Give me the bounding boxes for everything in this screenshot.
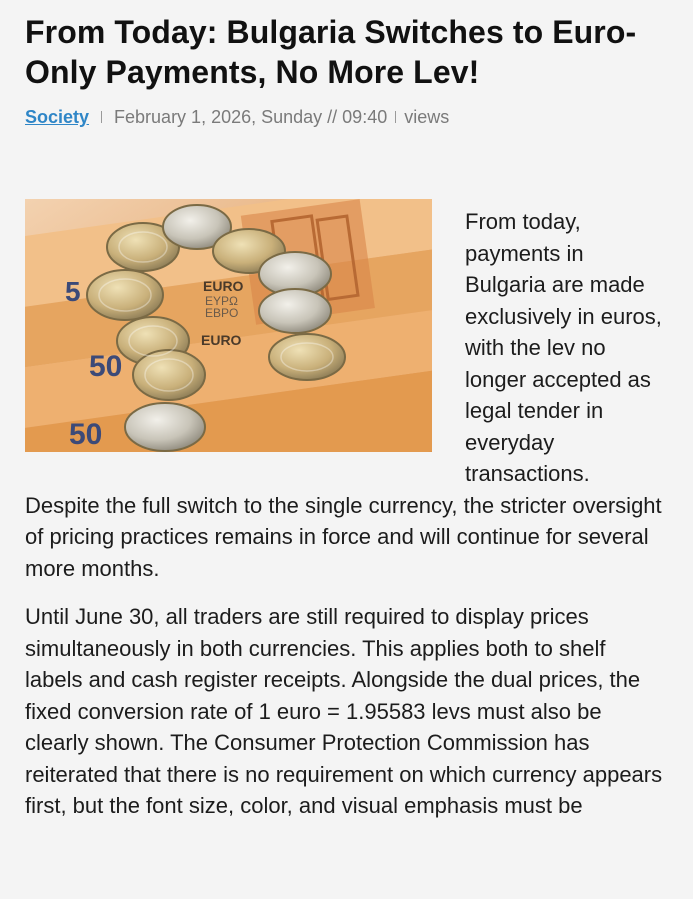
banknote-text: EYPΩ [205, 294, 238, 308]
meta-divider [395, 111, 396, 123]
banknote-text: EBPO [205, 306, 239, 320]
banknote-label: 50 [69, 418, 103, 451]
category-link[interactable]: Society [25, 107, 90, 127]
banknote-text: EURO [203, 278, 244, 294]
views-label: views [404, 107, 450, 127]
article-paragraph: From today, payments in Bulgaria are made exclusively in euros, with the lev no longer accepted as legal tender in everyday transactions. Despite the full switch to the single currency, the stricter oversight of pricing practices remains in force and will continue for several more months. [25, 209, 662, 581]
article-meta [25, 106, 668, 128]
banknote-label: 5 [65, 276, 81, 307]
euro-money-photo [25, 199, 432, 452]
article-body [25, 206, 668, 822]
publish-date: February 1, 2026, Sunday // 09:40 [114, 107, 388, 127]
meta-divider [101, 111, 102, 123]
banknote-label: 50 [89, 350, 123, 383]
article-title: From Today: Bulgaria Switches to Euro-Only Payments, No More Lev! [25, 14, 637, 90]
banknote-text: EURO [201, 332, 242, 348]
article-paragraph: Until June 30, all traders are still required to display prices simultaneously in both currencies. This applies both to shelf labels and cash register receipts. Alongside the dual prices, the fixed conversion rate of 1 euro = 1.95583 levs must also be clearly shown. The Consumer Protection Commission has reiterated that there is no requirement on which currency appears first, but the font size, color, and visual emphasis must be [25, 604, 663, 818]
